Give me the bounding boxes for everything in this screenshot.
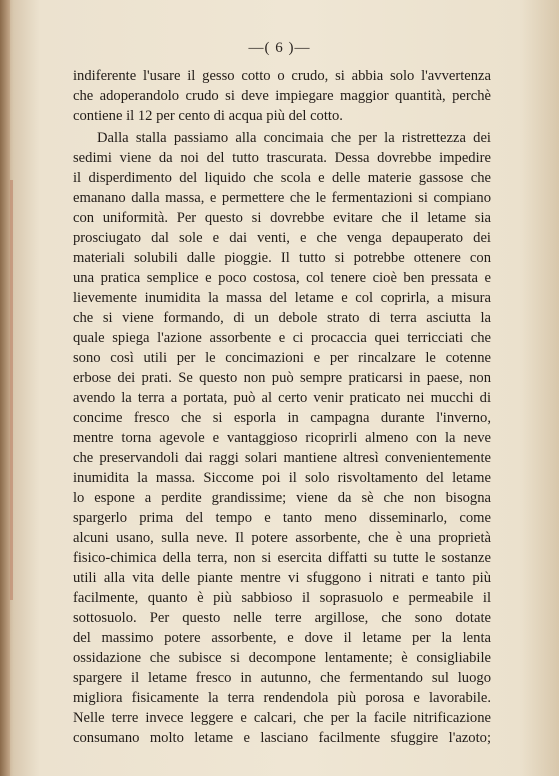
page-binding-edge [0,0,10,776]
text-line: una pratica semplice e poco costosa, col tenere cioè ben pressata e [73,270,491,286]
text-line: concime fresco che si esporla in campagna durante l'inverno, [73,410,491,426]
text-line: del massimo potere assorbente, e dove il letame per la lenta [73,630,491,646]
text-line: lievemente inumidita la massa del letame e col coprirla, a misura [73,290,491,306]
text-line: utili alla vita delle piante mentre vi sfuggono i nitrati e tanto più [73,570,491,586]
text-line: prosciugato dal sole e dai venti, e che venga depauperato dei [73,230,491,246]
text-line: alcuni usano, sulla neve. Il potere assorbente, che è una proprietà [73,530,491,546]
text-line: consumano molto letame e lasciano facilmente sfuggire l'azoto; [73,730,491,746]
text-line: facilmente, quanto è più sabbioso il soprasuolo e permeabile il [73,590,491,606]
text-line: erbose dei prati. Se questo non può sempre praticarsi in paese, non [73,370,491,386]
page-edge-stain [10,180,13,600]
text-line: inumidita la massa. Siccome poi il solo risvoltamento del letame [73,470,491,486]
text-line: che adoperandolo crudo si deve impiegare maggior quantità, perchè [73,88,491,104]
text-line: fisico-chimica della terra, non si esercita diffatti su tutte le sostanze [73,550,491,566]
text-line: indiferente l'usare il gesso cotto o crudo, si abbia solo l'avvertenza [73,68,491,84]
text-line: contiene il 12 per cento di acqua più del cotto. [73,108,343,124]
text-line: materiali solubili dalle pioggie. Il tutto si potrebbe ottenere con [73,250,491,266]
text-line: quale spiega l'azione assorbente e ci procaccia quei terricciati che [73,330,491,346]
text-line: migliora fisicamente la terra rendendola più porosa e lavorabile. [73,690,491,706]
text-line: che preservandoli dai raggi solari mantiene altresì convenientemente [73,450,491,466]
text-line: Dalla stalla passiamo alla concimaia che per la ristrettezza dei [97,130,491,146]
text-line: spargerlo prima del tempo e tanto meno disseminarlo, come [73,510,491,526]
page-number: —( 6 )— [248,40,311,56]
text-line: Nelle terre invece leggere e calcari, che per la facile nitrificazione [73,710,491,726]
text-line: il disperdimento del liquido che scola e delle materie gassose che [73,170,491,186]
text-line: sottosuolo. Per questo nelle terre argillose, che sono dotate [73,610,491,626]
text-line: che si viene formando, di un debole strato di terra asciutta la [73,310,491,326]
text-line: con uniformità. Per questo si dovrebbe evitare che il letame sia [73,210,491,226]
text-line: sedimi viene da noi del tutto trascurata. Dessa dovrebbe impedire [73,150,491,166]
text-line: lo espone a perdite grandissime; viene da sè che non bisogna [73,490,491,506]
text-line: sono così utili per le concimazioni e per rincalzare le cotenne [73,350,491,366]
text-line: spargere il letame fresco in autunno, che fermentando sul luogo [73,670,491,686]
text-line: mentre torna agevole e vantaggioso ricoprirli almeno con la neve [73,430,491,446]
text-line: emanano dalla massa, e permettere che le fermentazioni si compiano [73,190,491,206]
text-line: avendo la terra a portata, può al certo venir praticato nei mucchi di [73,390,491,406]
text-line: ossidazione che subisce si decompone lentamente; è consigliabile [73,650,491,666]
